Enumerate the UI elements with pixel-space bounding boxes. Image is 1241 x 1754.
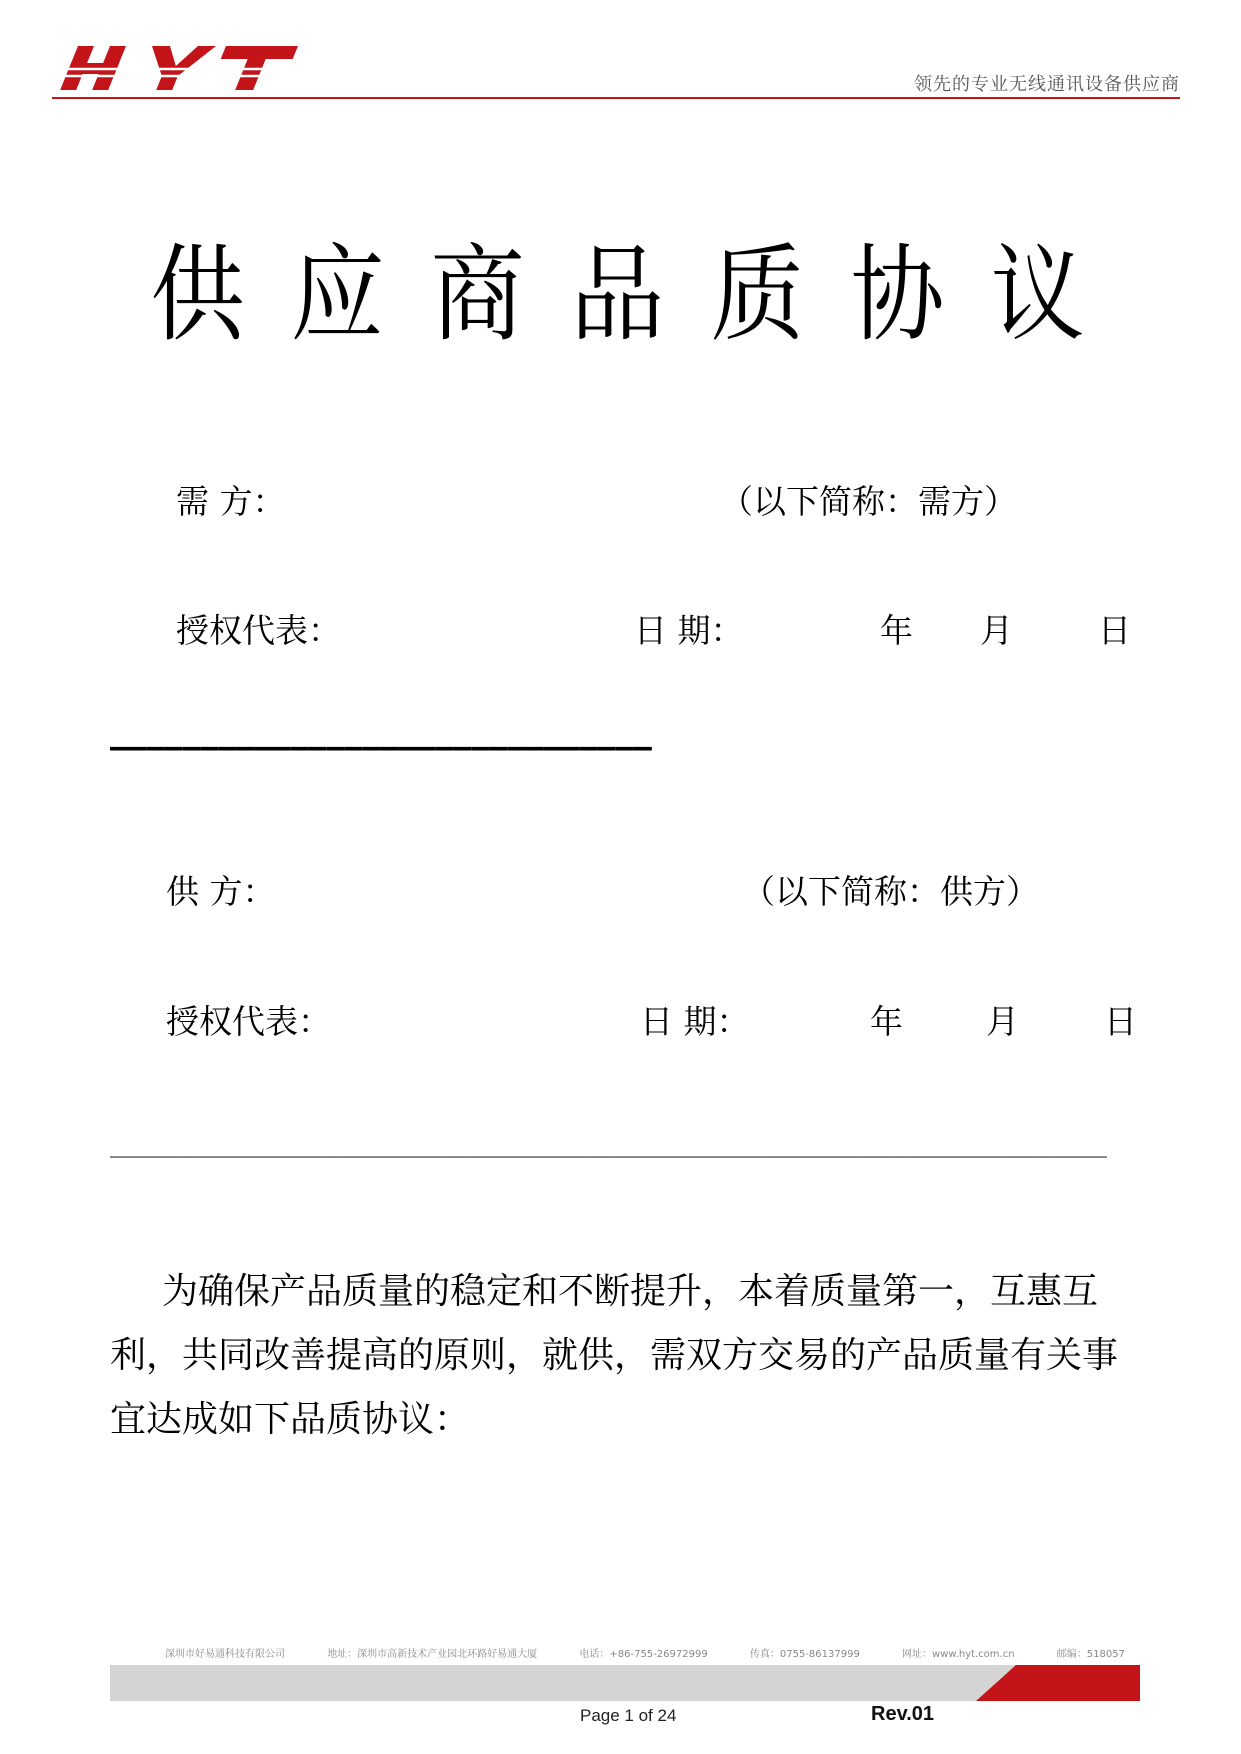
- supplier-month: 月: [986, 1002, 1019, 1041]
- page-number: Page 1 of 24: [580, 1706, 677, 1725]
- footer-postcode: 邮编：518057: [1056, 1649, 1125, 1660]
- separator-heavy: ——————————————————————————————: [110, 730, 652, 765]
- supplier-year: 年: [870, 1002, 903, 1041]
- hyt-logo: [52, 36, 322, 98]
- header-rule: [52, 97, 1180, 99]
- buyer-month: 月: [980, 611, 1013, 650]
- footer-company: 深圳市好易通科技有限公司: [165, 1649, 285, 1660]
- footer-address: 地址：深圳市高新技术产业园北环路好易通大厦: [327, 1649, 538, 1660]
- document-title: 供应商品质协议: [150, 234, 1131, 357]
- revision-label: Rev.01: [871, 1703, 935, 1725]
- buyer-day: 日: [1098, 611, 1131, 650]
- supplier-day: 日: [1104, 1002, 1137, 1041]
- company-tagline: 领先的专业无线通讯设备供应商: [914, 74, 1180, 95]
- buyer-rep-label: 授权代表：: [176, 611, 341, 650]
- separator-light: _____________________________________________________________________: [110, 1130, 1107, 1158]
- footer-web: 网址：www.hyt.com.cn: [902, 1649, 1015, 1660]
- buyer-label: 需 方：: [176, 482, 286, 521]
- supplier-label: 供 方：: [166, 872, 276, 911]
- intro-paragraph: 为确保产品质量的稳定和不断提升，本着质量第一，互惠互利，共同改善提高的原则，就供，需双方交易的产品质量有关事宜达成如下品质协议：: [110, 1271, 1119, 1440]
- supplier-date-label: 日 期：: [640, 1002, 750, 1041]
- buyer-year: 年: [880, 611, 913, 650]
- supplier-rep-label: 授权代表：: [166, 1002, 331, 1041]
- footer-contact-info: [165, 1645, 1125, 1660]
- footer-band: [110, 1665, 1140, 1701]
- footer-phone: 电话：+86-755-26972999: [579, 1649, 708, 1660]
- buyer-date-label: 日 期：: [634, 611, 744, 650]
- footer-fax: 传真：0755-86137999: [749, 1649, 860, 1660]
- buyer-abbr: （以下简称：需方）: [720, 482, 1017, 521]
- supplier-abbr: （以下简称：供方）: [742, 872, 1039, 911]
